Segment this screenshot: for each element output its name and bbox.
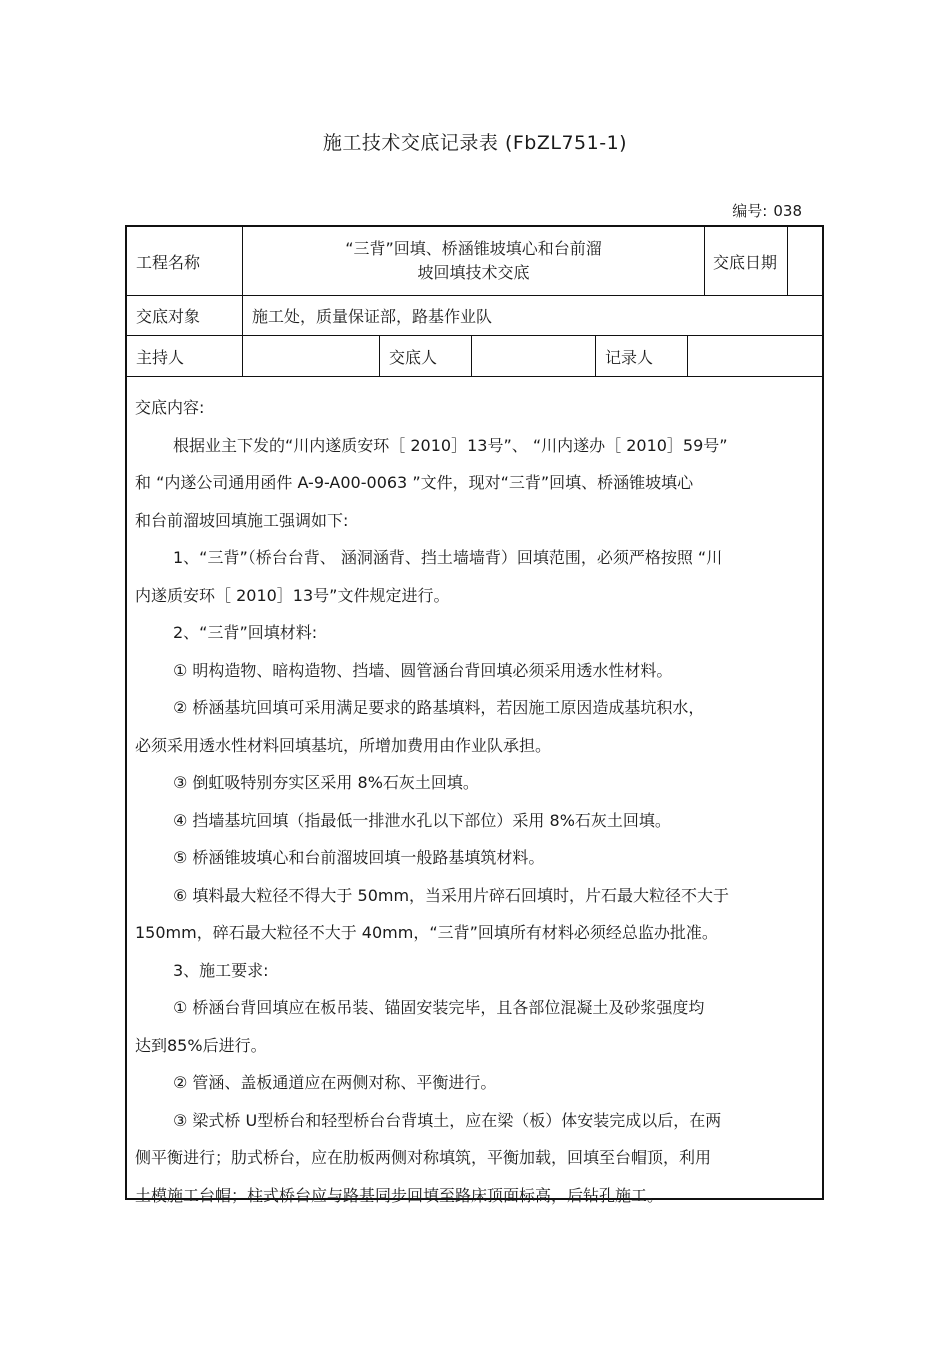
- record-form: [125, 225, 824, 1205]
- content-line: ① 桥涵台背回填应在板吊装、锚固安装完毕，且各部位混凝土及砂浆强度均: [173, 998, 705, 1017]
- content-line: ⑤ 桥涵锥坡填心和台前溜坡回填一般路基填筑材料。: [173, 848, 545, 867]
- content-line: 3、施工要求:: [173, 960, 269, 980]
- row-target: [127, 296, 822, 336]
- content-line: 必须采用透水性材料回填基坑，所增加费用由作业队承担。: [135, 735, 552, 755]
- project-name-line-2: 坡回填技术交底: [417, 263, 530, 282]
- content-line: 根据业主下发的“川内遂质安环［ 2010］13号”、 “川内遂办［ 2010］59号”: [173, 435, 728, 455]
- recorder-label: 记录人: [596, 336, 688, 376]
- content-line: 土模施工台帽；柱式桥台应与路基同步回填至路床顶面标高，后钻孔施工。: [135, 1185, 664, 1205]
- content-line: 达到85%后进行。: [135, 1035, 267, 1055]
- content-line: 侧平衡进行；肋式桥台，应在肋板两侧对称填筑，平衡加载，回填至台帽顶，利用: [135, 1148, 712, 1167]
- serial-number: [726, 200, 802, 221]
- content-line: 150mm，碎石最大粒径不大于 40mm，“三背”回填所有材料必须经总监办批准。: [135, 923, 718, 942]
- date-label: 交底日期: [705, 227, 788, 295]
- row-project-name: [127, 227, 822, 296]
- content-line: ③ 梁式桥 U型桥台和轻型桥台台背填土，应在梁（板）体安装完成以后，在两: [173, 1110, 722, 1130]
- project-name-line-1: “三背”回填、桥涵锥坡填心和台前溜: [345, 239, 602, 258]
- content-line: 内遂质安环［ 2010］13号”文件规定进行。: [135, 585, 450, 605]
- date-value: [788, 227, 824, 295]
- content-heading: 交底内容:: [135, 398, 205, 417]
- content-line: 和 “内遂公司通用函件 A-9-A00-0063 ”文件，现对“三背”回填、桥涵锥坡填心: [135, 473, 694, 492]
- target-value: 施工处，质量保证部，路基作业队: [252, 307, 493, 326]
- content-line: 1、“三背”（桥台台背、 涵洞涵背、挡土墙墙背）回填范围，必须严格按照 “川: [173, 548, 723, 567]
- content-line: ② 管涵、盖板通道应在两侧对称、平衡进行。: [173, 1073, 497, 1092]
- target-label: 交底对象: [127, 296, 243, 335]
- content-line: ③ 倒虹吸特别夯实区采用 8%石灰土回填。: [173, 773, 479, 792]
- content-line: 和台前溜坡回填施工强调如下:: [135, 510, 349, 530]
- content-line: 2、“三背”回填材料:: [173, 623, 318, 642]
- serial-label: 编号:: [732, 202, 768, 220]
- row-participants: [127, 336, 822, 377]
- content-line: ② 桥涵基坑回填可采用满足要求的路基填料，若因施工原因造成基坑积水，: [173, 698, 705, 717]
- project-name-label: 工程名称: [127, 227, 243, 295]
- content-line: ④ 挡墙基坑回填（指最低一排泄水孔以下部位）采用 8%石灰土回填。: [173, 810, 671, 830]
- presenter-label: 交底人: [380, 336, 472, 376]
- content-line: ① 明构造物、暗构造物、挡墙、圆管涵台背回填必须采用透水性材料。: [173, 660, 673, 680]
- serial-value: 038: [773, 202, 802, 220]
- presenter-value: [472, 336, 596, 376]
- page-title: 施工技术交底记录表 (FbZL751-1): [322, 132, 628, 154]
- briefing-content: [127, 377, 822, 1214]
- host-value: [243, 336, 380, 376]
- project-name-value: [243, 227, 705, 295]
- recorder-value: [688, 336, 824, 376]
- content-line: ⑥ 填料最大粒径不得大于 50mm，当采用片碎石回填时，片石最大粒径不大于: [173, 885, 730, 905]
- host-label: 主持人: [127, 336, 243, 376]
